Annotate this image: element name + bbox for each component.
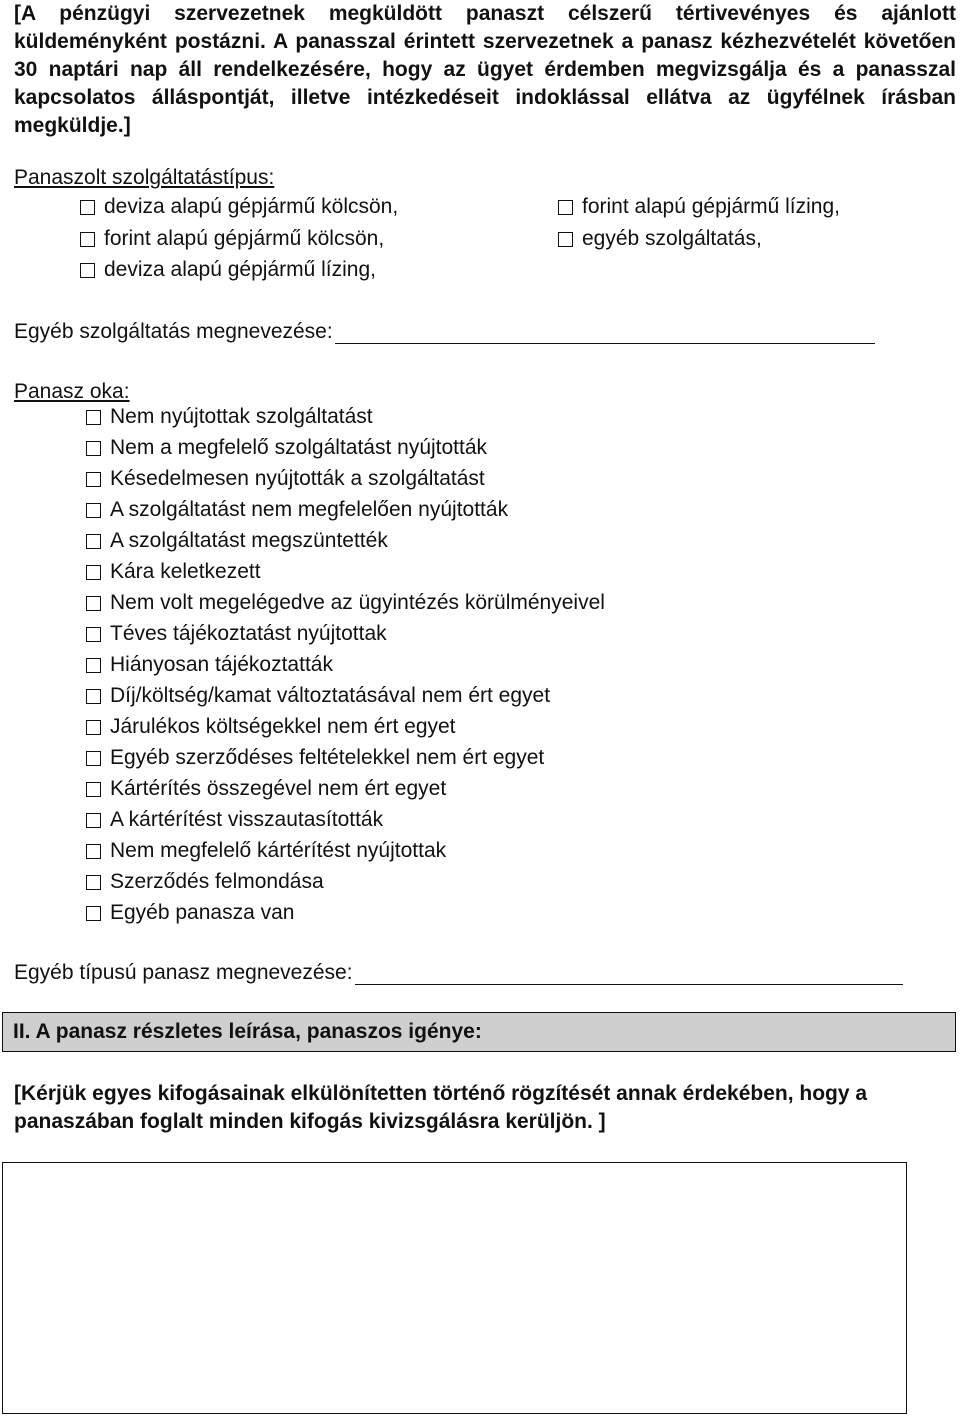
service-option-deviza-lizing[interactable]: deviza alapú gépjármű lízing, <box>80 258 376 282</box>
reason-option[interactable]: Járulékos költségekkel nem ért egyet <box>86 715 456 739</box>
checkbox[interactable] <box>86 751 101 766</box>
other-service-input-line[interactable] <box>335 323 875 344</box>
reason-option[interactable]: Hiányosan tájékoztatták <box>86 653 333 677</box>
other-complaint-label: Egyéb típusú panasz megnevezése: <box>14 961 353 984</box>
service-type-heading: Panaszolt szolgáltatástípus: <box>14 166 275 189</box>
checkbox[interactable] <box>86 782 101 797</box>
checkbox[interactable] <box>86 503 101 518</box>
checkbox[interactable] <box>86 472 101 487</box>
checkbox[interactable] <box>86 565 101 580</box>
complaint-reason-heading: Panasz oka: <box>14 380 130 403</box>
reason-option[interactable]: Kártérítés összegével nem ért egyet <box>86 777 446 801</box>
intro-paragraph: [A pénzügyi szervezetnek megküldött panaszt célszerű tértivevényes és ajánlott küldeményként postázni. A panasszal érintett szervezetnek a panasz kézhezvételét követően 30 naptári nap áll rendelkezésére, hogy az ügyet érdemben megvizsgálja és a panasszal kapcsolatos álláspontját, illetve intézkedéseit indoklással ellátva az ügyfélnek írásban megküldje.] <box>14 2 956 137</box>
checkbox[interactable] <box>86 627 101 642</box>
checkbox[interactable] <box>86 906 101 921</box>
reason-option[interactable]: Nem volt megelégedve az ügyintézés körülményeivel <box>86 591 605 615</box>
reason-option[interactable]: Késedelmesen nyújtották a szolgáltatást <box>86 467 485 491</box>
reason-option[interactable]: Egyéb szerződéses feltételekkel nem ért egyet <box>86 746 544 770</box>
section-ii-title: II. A panasz részletes leírása, panaszos igénye: <box>13 1020 482 1043</box>
reason-option[interactable]: Díj/költség/kamat változtatásával nem ért egyet <box>86 684 550 708</box>
instruction-paragraph: [Kérjük egyes kifogásainak elkülönítetten történő rögzítését annak érdekében, hogy a panaszában foglalt minden kifogás kivizsgálásra kerüljön. ] <box>14 1082 868 1133</box>
service-option-egyeb[interactable]: egyéb szolgáltatás, <box>558 227 762 251</box>
checkbox[interactable] <box>86 689 101 704</box>
reason-option[interactable]: Egyéb panasza van <box>86 901 294 925</box>
checkbox[interactable] <box>86 534 101 549</box>
other-complaint-field[interactable] <box>14 961 903 985</box>
service-option-deviza-kolcson[interactable]: deviza alapú gépjármű kölcsön, <box>80 195 398 219</box>
reason-option[interactable]: A szolgáltatást megszüntették <box>86 529 388 553</box>
reason-option[interactable]: A szolgáltatást nem megfelelően nyújtották <box>86 498 508 522</box>
checkbox[interactable] <box>80 200 95 215</box>
section-ii-header <box>2 1012 956 1052</box>
checkbox[interactable] <box>86 875 101 890</box>
checkbox[interactable] <box>86 658 101 673</box>
reason-option[interactable]: Kára keletkezett <box>86 560 261 584</box>
checkbox[interactable] <box>80 263 95 278</box>
checkbox[interactable] <box>86 596 101 611</box>
checkbox[interactable] <box>86 410 101 425</box>
checkbox[interactable] <box>558 200 573 215</box>
checkbox[interactable] <box>86 813 101 828</box>
checkbox[interactable] <box>80 232 95 247</box>
reason-option[interactable]: Téves tájékoztatást nyújtottak <box>86 622 387 646</box>
checkbox[interactable] <box>86 720 101 735</box>
reason-option[interactable]: Nem a megfelelő szolgáltatást nyújtották <box>86 436 487 460</box>
reason-option[interactable]: Nem megfelelő kártérítést nyújtottak <box>86 839 446 863</box>
service-option-forint-lizing[interactable]: forint alapú gépjármű lízing, <box>558 195 840 219</box>
service-option-forint-kolcson[interactable]: forint alapú gépjármű kölcsön, <box>80 227 384 251</box>
other-service-label: Egyéb szolgáltatás megnevezése: <box>14 320 333 343</box>
reason-option[interactable]: A kártérítést visszautasították <box>86 808 383 832</box>
checkbox[interactable] <box>558 232 573 247</box>
other-complaint-input-line[interactable] <box>355 964 903 985</box>
checkbox[interactable] <box>86 844 101 859</box>
checkbox[interactable] <box>86 441 101 456</box>
complaint-description-box[interactable] <box>2 1162 907 1414</box>
reason-option[interactable]: Nem nyújtottak szolgáltatást <box>86 405 373 429</box>
other-service-field[interactable] <box>14 320 875 344</box>
reason-option[interactable]: Szerződés felmondása <box>86 870 324 894</box>
